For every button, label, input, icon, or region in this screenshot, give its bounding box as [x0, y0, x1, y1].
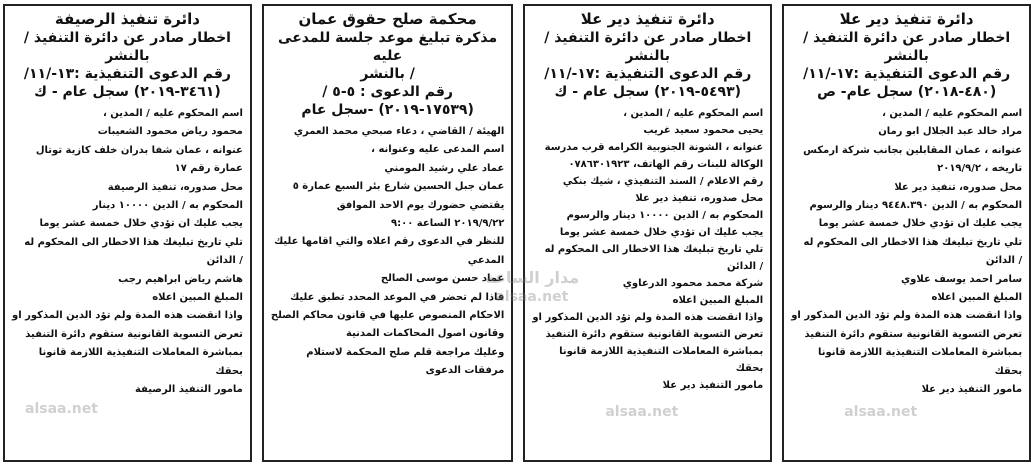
- case-number: رقم الدعوى التنفيذية :١٧-/١١/: [803, 66, 1011, 82]
- notice-line: وقانون اصول المحاكمات المدنية: [346, 328, 505, 340]
- notice-line: اسم المحكوم عليه / المدين ،: [623, 108, 764, 119]
- notice-line: المحكوم به / الدين ٩٤٤٨.٣٩٠ دينار والرسوم: [809, 200, 1023, 212]
- case-number: رقم الدعوى : ٥-٥ /: [322, 84, 453, 100]
- notice-line: شركة محمد محمود الدرعاوي: [622, 278, 764, 289]
- notice-line: بمباشرة المعاملات التنفيذية اللازمة قانونا: [817, 347, 1023, 359]
- notice-line: تعرض التسوية القانونية ستقوم دائرة التنفيذ: [545, 329, 764, 340]
- notice-title: دائرة تنفيذ دير علا: [839, 10, 974, 28]
- notice-line: واذا انقضت هذه المدة ولم تؤد الدين المذكور او: [791, 310, 1023, 322]
- notice-line: محل صدوره، تنفيذ الرصيفة: [107, 181, 243, 193]
- notice-signature: مامور التنفيذ دير علا: [662, 380, 764, 391]
- notice-amman-court: [262, 4, 513, 462]
- notice-line: عمان جبل الحسين شارع بئر السبع عمارة ٥: [292, 181, 505, 193]
- watermark-text: alsaa.net: [25, 401, 98, 417]
- notice-subtitle-2: / بالنشر: [360, 66, 415, 82]
- notice-line: بحقك: [994, 365, 1023, 377]
- notice-line: اسم المحكوم عليه / المدين ،: [882, 108, 1023, 119]
- notice-subtitle: مذكرة تبليغ موعد جلسة للمدعى عليه: [278, 30, 498, 64]
- notice-body: [791, 105, 1022, 400]
- notice-line: تلي تاريخ تبليغك هذا الاخطار الى المحكوم له: [544, 244, 764, 255]
- notice-line: واذا انقضت هذه المدة ولم تؤد الدين المذكور او: [532, 312, 764, 323]
- notice-line: تلي تاريخ تبليغك هذا الاخطار الى المحكوم له: [24, 236, 243, 248]
- notice-title: محكمة صلح حقوق عمان: [298, 10, 477, 28]
- notice-deir-alla-2: [782, 4, 1031, 462]
- notice-line: ٢٠١٩/٩/٢٢ الساعة ٩:٠٠: [391, 218, 505, 230]
- notice-line: الاحكام المنصوص عليها في قانون محاكم الصلح: [270, 310, 505, 322]
- notice-line: المحكوم به / الدين ١٠٠٠٠ دينار: [92, 200, 243, 212]
- case-number: رقم الدعوى التنفيذية :١٣-/١١/: [23, 66, 231, 82]
- notice-line: مراد خالد عبد الجلال ابو رمان: [878, 126, 1023, 138]
- notice-body: [532, 105, 763, 394]
- watermark-text: alsaa.net: [495, 289, 569, 305]
- notice-line: واذا انقضت هذه المدة ولم تؤد الدين المذكور او: [12, 310, 243, 322]
- notice-line: محمود رياض محمود الشعيبات: [97, 126, 243, 138]
- notice-line: يقتضي حضورك يوم الاحد الموافق: [336, 199, 505, 211]
- notice-line: سامر احمد يوسف علاوي: [900, 273, 1023, 285]
- notice-line: المبلغ المبين اعلاه: [931, 292, 1023, 304]
- notice-line: عمارة رقم ١٧: [174, 163, 243, 175]
- notice-title: دائرة تنفيذ دير علا: [580, 10, 715, 28]
- notice-line: عنوانه ، عمان المقابلين بجانب شركة ارمكس: [803, 144, 1023, 156]
- notice-body: [12, 105, 243, 400]
- notice-signature: مامور التنفيذ دير علا: [921, 384, 1023, 396]
- notice-subtitle: اخطار صادر عن دائرة التنفيذ / بالنشر: [803, 30, 1011, 64]
- notice-line: مرفقات الدعوى: [425, 365, 505, 377]
- notice-line: المبلغ المبين اعلاه: [672, 295, 764, 306]
- notice-line: تعرض التسوية القانونية ستقوم دائرة التنفيذ: [804, 328, 1023, 340]
- notice-line: يحيى محمود سعيد غريب: [643, 125, 764, 136]
- case-register: (٥٤٩٣-٢٠١٩) سجل عام - ك: [554, 84, 742, 100]
- watermark-text: alsaa.net: [605, 404, 679, 420]
- notice-line: فاذا لم تحضر في الموعد المحدد تطبق عليك: [290, 291, 505, 303]
- notice-line: تلي تاريخ تبليغك هذا الاخطار الى المحكوم له: [803, 236, 1023, 248]
- notice-signature: مامور التنفيذ الرصيفة: [134, 384, 243, 396]
- notice-line: بمباشرة المعاملات التنفيذية اللازمة قانونا: [559, 346, 764, 357]
- case-number: رقم الدعوى التنفيذية :١٧-/١١/: [544, 66, 752, 82]
- notice-line: تاريخه ، ٢٠١٩/٩/٢: [937, 163, 1023, 175]
- notice-line: يجب عليك ان تؤدي خلال خمسة عشر يوما: [818, 218, 1023, 230]
- notice-subtitle: اخطار صادر عن دائرة التنفيذ / بالنشر: [23, 30, 231, 64]
- notice-line: اسم المدعى عليه وعنوانه ،: [371, 144, 505, 156]
- notice-line: يجب عليك ان تؤدي خلال خمسة عشر يوما: [39, 218, 243, 230]
- watermark-text: مدار الساعة: [485, 268, 580, 287]
- notice-line: / الدائن: [206, 255, 243, 267]
- notice-subtitle: اخطار صادر عن دائرة التنفيذ / بالنشر: [544, 30, 752, 64]
- notice-line: / الدائن: [726, 261, 764, 272]
- notice-line: للنظر في الدعوى رقم اعلاه والتي اقامها عليك: [274, 236, 505, 248]
- notice-line: هاشم رياض ابراهيم رجب: [118, 273, 243, 285]
- notice-line: بحقك: [215, 365, 243, 377]
- notice-line: الهيئة / القاضي ، دعاء صبحي محمد العمري: [293, 126, 505, 137]
- notice-line: عنوانه ، الشونة الجنوبية الكرامه قرب مدرسة: [544, 142, 764, 153]
- notice-line: يجب عليك ان تؤدي خلال خمسة عشر يوما: [559, 227, 764, 238]
- notice-line: وعليك مراجعة قلم صلح المحكمة لاستلام: [306, 346, 505, 358]
- notice-body: [271, 123, 504, 381]
- case-register: (٤٨٠-٢٠١٨) سجل عام- ص: [817, 84, 997, 100]
- notice-line: محل صدوره، تنفيذ دير علا: [894, 181, 1023, 193]
- watermark-text: alsaa.net: [844, 404, 918, 420]
- notice-line: عنوانه ، عمان شفا بدران خلف كازية توتال: [35, 144, 243, 156]
- notice-line: تعرض التسوية القانونية ستقوم دائرة التنفيذ: [25, 328, 243, 340]
- case-register: (٣٤٦١-٢٠١٩) سجل عام - ك: [34, 84, 221, 100]
- notice-title: دائرة تنفيذ الرصيفة: [54, 10, 200, 28]
- notice-line: عماد علي رشيد المومني: [384, 162, 505, 174]
- notice-line: الوكالة للبنات رقم الهاتف، ٠٧٨٦٣٠١٩٢٣: [568, 159, 764, 170]
- notice-rusaifa: [3, 4, 252, 462]
- notice-line: رقم الاعلام / السند التنفيذي ، شيك بنكي: [562, 176, 764, 187]
- notice-line: عماد حسن موسى الصالح: [380, 273, 505, 285]
- notice-line: بحقك: [735, 363, 764, 374]
- notice-line: محل صدوره، تنفيذ دير علا: [635, 193, 764, 204]
- notice-line: بمباشرة المعاملات التنفيذية اللازمة قانونا: [38, 347, 243, 359]
- notice-line: / الدائن: [985, 255, 1023, 267]
- notice-line: المدعي: [467, 254, 505, 266]
- notice-line: اسم المحكوم عليه / المدين ،: [102, 108, 243, 119]
- notice-line: المبلغ المبين اعلاه: [152, 292, 243, 304]
- case-register: (١٧٥٣٩-٢٠١٩) -سجل عام: [301, 102, 474, 118]
- notice-line: المحكوم به / الدين ١٠٠٠٠ دينار والرسوم: [566, 210, 764, 221]
